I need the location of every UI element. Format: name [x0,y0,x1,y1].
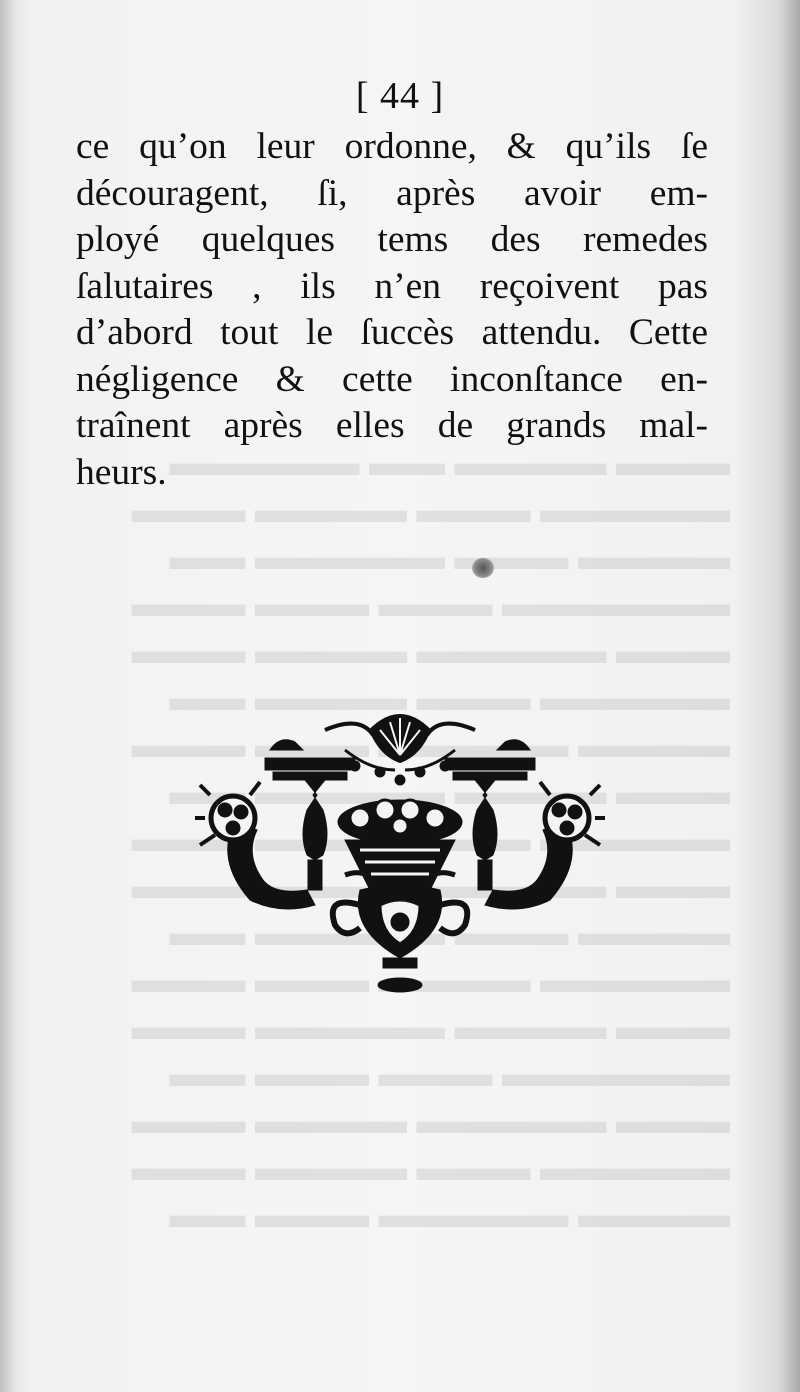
ink-blot [472,558,494,578]
text-line: ſalutaires , ils n’en reçoivent pas [76,265,708,307]
text-line: traînent après elles de grands mal- [76,405,708,446]
body-paragraph [76,124,708,496]
page-shadow-left [0,0,16,1392]
floral-basket-vignette-icon [195,700,605,1000]
text-line: heurs. [76,451,167,493]
text-line: négligence & cette inconſtance en- [76,358,708,400]
text-line: découragent, ſi, après avoir em- [76,172,708,214]
text-line: ce qu’on leur ordonne, & qu’ils ſe [76,126,708,167]
page-shadow-right [778,0,800,1392]
show-through-texture: ▬▬▬ ▬▬▬▬ ▬▬ ▬▬▬▬▬ ▬▬▬▬▬ ▬▬▬ ▬▬▬▬ ▬▬▬ ▬▬▬▬ ▬▬▬ ▬▬▬▬▬ ▬▬ ▬▬▬▬▬▬ ▬▬▬ ▬▬▬ ▬▬▬ ▬▬▬ ▬▬▬▬▬ ▬▬▬▬ ▬▬▬ ▬▬▬▬▬ ▬▬▬ ▬▬▬▬ ▬▬ ▬▬▬▬ ▬▬▬▬▬ ▬▬▬ ▬▬▬ ▬▬▬ ▬▬▬▬ ▬▬▬▬▬ ▬▬ ▬▬▬▬▬ ▬▬▬▬ ▬▬▬ ▬▬▬ ▬▬▬ ▬▬▬▬ ▬▬▬ ▬▬▬▬▬ ▬▬ ▬▬▬▬▬ ▬▬▬▬ ▬▬▬ ▬▬▬ ▬▬▬ ▬▬▬▬ ▬▬▬▬▬ ▬▬▬ ▬▬▬▬▬▬ ▬▬▬ ▬▬▬ ▬▬ ▬▬▬ ▬▬▬▬▬ ▬▬▬▬ ▬▬▬ ▬▬▬▬▬ ▬▬▬ ▬▬▬▬ ▬▬▬ ▬▬▬▬ ▬▬▬▬▬ ▬▬▬ ▬▬ [131,442,730,1236]
text-line: ployé quelques tems des remedes [76,219,708,260]
text-line: d’abord tout le ſuccès attendu. Cette [76,312,708,353]
page-number: [ 44 ] [355,75,445,117]
